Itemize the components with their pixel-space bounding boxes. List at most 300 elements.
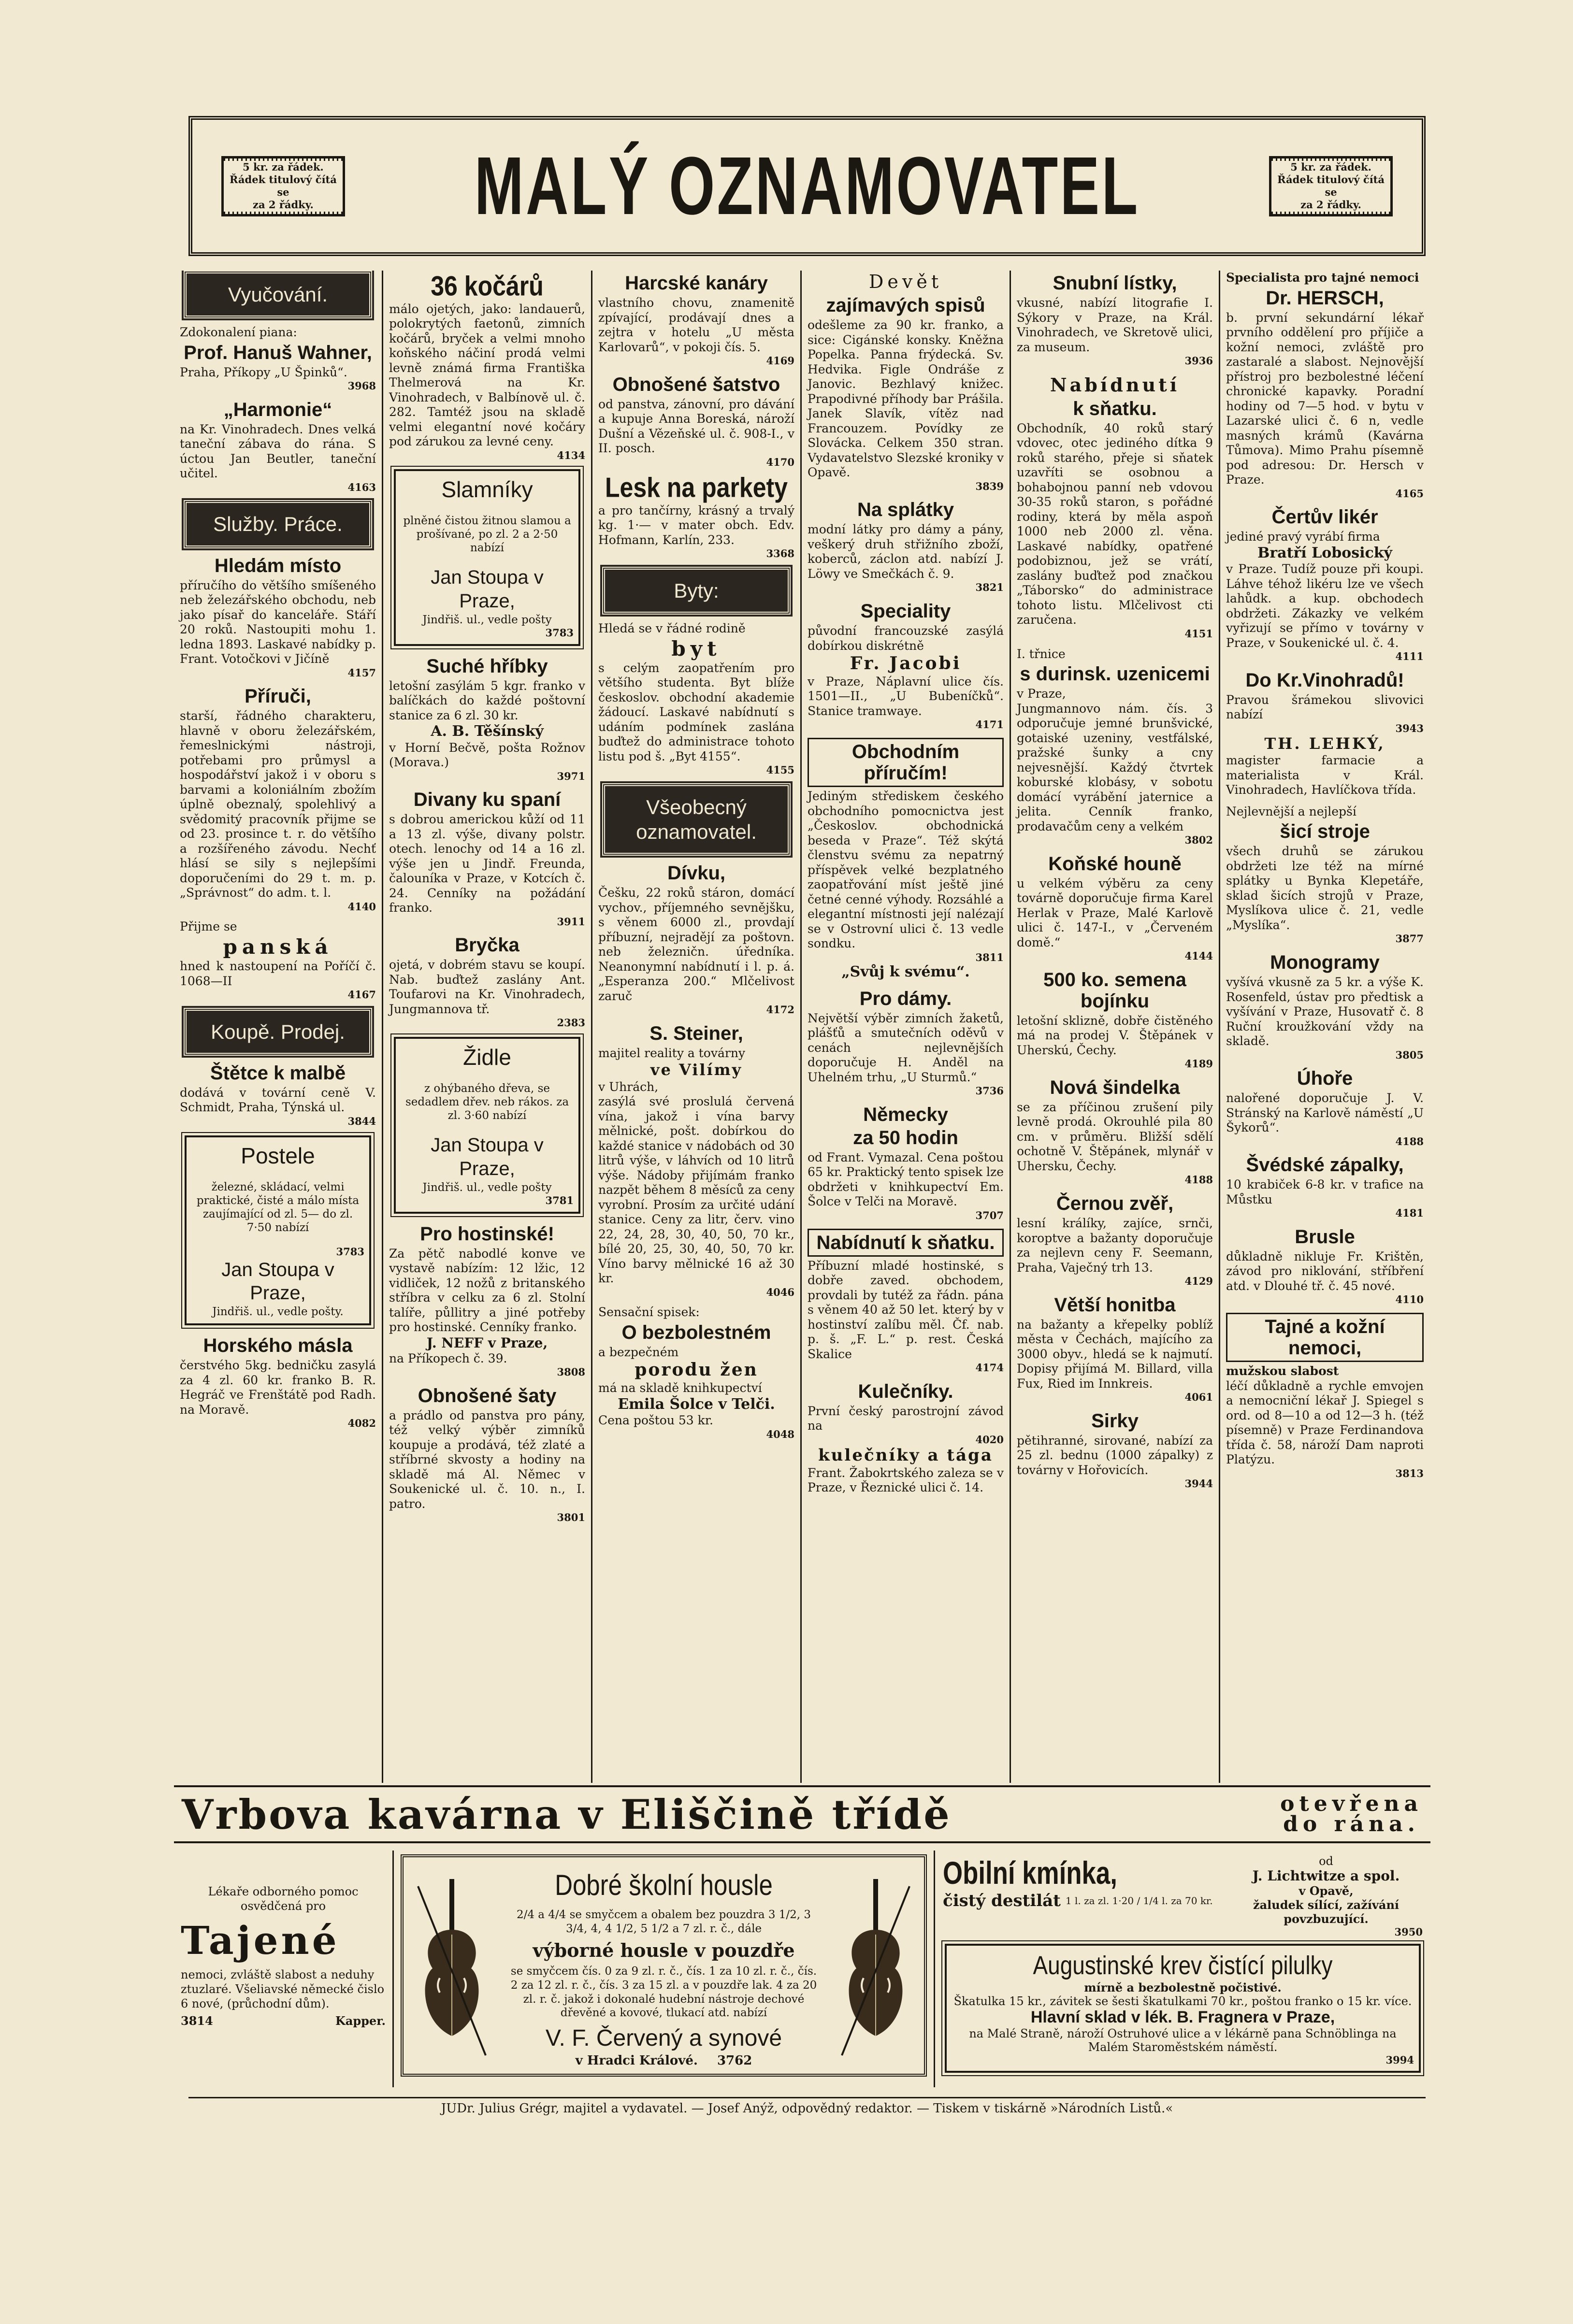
ad-number: 3968 <box>347 380 376 392</box>
ad <box>1017 273 1213 367</box>
ad-heading: Bryčka <box>455 934 520 956</box>
ad-footer <box>510 2053 818 2069</box>
ad-text: v Praze. Tudíž pouze při koupi. Láhve téhož likéru lze ve všech lahůdk. a kup. obchodech obdržeti. Zákazky ve velkém vyřizují se přímo v továrny v Praze, v Soukenické ul. č. 4. <box>1226 562 1424 650</box>
ad-heading: Obnošené šaty <box>418 1385 557 1406</box>
ad <box>598 621 794 776</box>
ad-number: 4171 <box>975 718 1004 731</box>
ad-address: Jindřiš. ul., vedle pošty. <box>212 1305 344 1319</box>
ad-text: na Malé Straně, nároží Ostruhové ulice a v lékárně pana Schnöblinga na Malém Staroměstském náměstí. <box>969 2027 1397 2054</box>
ad-number: 3950 <box>1394 1926 1423 1938</box>
ad-number: 3943 <box>1395 722 1424 734</box>
ad-text: Frant. Žabokrtského zaleza se v Praze, v Řeznické ulici č. 14. <box>808 1465 1004 1495</box>
ad-text: a prádlo od panstva pro pány, též velký výběr zimníků koupuje a prodává, též zlaté a stříbrné skvosty a hodiny na skladě má Al. Němec v Soukenické ul. č. 10. n., I. patro. <box>389 1408 585 1511</box>
ad-text: Jediným střediskem českého obchodního pomocnictva jest „Českoslov. obchodnická beseda v Praze“. Též skýtá členstvu svému za nepatrný příspěvek velké bezplatného zaopatřování míst ještě jiné četné cenné výhody. Rozsáhlé a elegantní místnosti její nalézají se v Ostrovní ulici č. 13 vedle sondku. <box>808 789 1004 951</box>
ad-heading: Suché hříbky <box>426 655 548 677</box>
ad-number: 3944 <box>1184 1478 1213 1490</box>
ad <box>1226 804 1424 945</box>
ad-text: příručího do většího smíšeného neb železářského obchodu, neb jako písař do kanceláře. Stáří 20 roků. Nastoupiti mohu 1. ledna 1893. Laskavé nabídky p. Frant. Votočkovi v Jičíně <box>180 578 376 666</box>
ad-intro: Specialista pro tajné nemoci <box>1226 271 1419 285</box>
ad <box>808 601 1004 731</box>
ad-heading: šicí stroje <box>1280 821 1370 843</box>
rate-line: Řádek titulový čítá se <box>224 173 343 199</box>
ad-heading: Německy <box>863 1104 948 1125</box>
ad <box>180 325 376 392</box>
violin-frame <box>401 1854 927 2077</box>
ad <box>1226 670 1424 798</box>
ad-heading: Na splátky <box>857 499 954 521</box>
ad-heading: Obnošené šatstvo <box>612 373 780 395</box>
ad-heading: Tajené <box>181 1918 340 1963</box>
ad <box>598 374 794 469</box>
ad-firm: Emila Šolce v Telči. <box>618 1395 775 1413</box>
ad-heading: Příruči, <box>245 686 311 707</box>
ad-heading: Čertův likér <box>1271 506 1378 528</box>
ad <box>180 555 376 679</box>
ad-text: Češku, 22 roků stáron, domácí vychov., příjemného sevnějšku, s věnem 6000 zl., provdají příbuzní, nejradějí za poštovn. neb železničn. úředníka. Neanonymní nabídnutí i l. p. á. „Esperanza 200.“ Mlčelivost zaruč <box>598 886 794 1003</box>
ad-text: důkladně nikluje Fr. Krištěn, závod pro niklování, stříbření atd. v Dlouhé tř. č. 45 nové. <box>1226 1249 1424 1293</box>
rate-box-left <box>221 156 345 216</box>
ad-heading: Sirky <box>1091 1410 1139 1432</box>
ad-text: Příbuzní mladé hostinské, s dobře zaved. obchodem, provdali by tutéž za řádn. pána s věnem 40 až 50 let. který by v hostinství zalíbu měl. Čf. nab. p. š. „F. L.“ p. rest. Česká Skalice <box>808 1258 1004 1361</box>
ad <box>180 1335 376 1430</box>
ad-text: b. první sekundární lékař prvního oddělení pro příjiče a kožní nemoci, zvláště pro zastaralé a slabost. Nejnovější přístroj pro bezbolestné léčení chronické kapavky. Poradní hodiny od 7—5 hod. v bytu v Lazarské ulici č. 6 n, vedle masných krámů (Kavárna Tůmova). Mimo Prahu písemně pod adresou: Dr. Hersch v Praze. <box>1226 310 1424 487</box>
ad-number: 4165 <box>1395 487 1424 500</box>
ad-number: 3805 <box>1395 1048 1424 1061</box>
ad-heading: porodu žen <box>635 1360 758 1380</box>
section-header: Byty: <box>602 567 791 615</box>
ad-number: 4111 <box>1395 650 1424 663</box>
ad-number: 4048 <box>766 1428 794 1440</box>
ad-number: 3821 <box>975 581 1004 594</box>
ad-firm: J. Lichtwitze a spol. <box>1252 1868 1400 1884</box>
ad-text: mírně a bezbolestně počistivé. <box>1084 1980 1282 1994</box>
ad-text: mužskou slabost <box>1226 1364 1339 1378</box>
ad-heading: za 50 hodin <box>853 1127 958 1148</box>
ad-number: 3839 <box>975 480 1004 492</box>
section-header: Všeobecný oznamovatel. <box>602 783 791 856</box>
ad-text: magister farmacie a materialista v Král. Vinohradech, Havlíčkova třída. <box>1226 753 1424 797</box>
ad <box>1017 1410 1213 1490</box>
ad-number: 3736 <box>975 1085 1004 1097</box>
violin-icon <box>413 1877 491 2060</box>
ad-number: 4172 <box>766 1004 794 1016</box>
ad-text: léčí důkladně a rychle emvojen a nemocniční lékař J. Spiegel s ord. od 8—10 a od 12—3 h. (též písemně) v Praze Ferdinandova třída č. 58, nároží Dam naproti Platýzu. <box>1226 1378 1424 1466</box>
ad-text: Jungmannovo nám. čís. 3 odporučuje jemné brunšvické, gotaiské uzeniny, vestfálské, pražské šunky a cny nejvesnější. Každý čtvrtek koburské klobásy, v sobotu domácí vyrábění jaternice a jelita. Cenník franko, prodavačům ceny a velkém <box>1017 701 1213 833</box>
ad-firm: TH. LEHKÝ, <box>1264 734 1385 753</box>
ad-number: 4082 <box>347 1417 376 1430</box>
ad-text: letošní zasýlám 5 kgr. franko v balíčkách do každé poštovní stanice za 6 zl. 30 kr. <box>389 678 585 722</box>
ad-text: od Frant. Vymazal. Cena poštou 65 kr. Praktický tento spisek lze obdržeti v knihkupectví Em. Šolce v Telči na Moravě. <box>808 1150 1004 1209</box>
framed-ad <box>394 469 580 646</box>
ad-place: v Hradci Králové. <box>575 2053 698 2068</box>
ad-heading: panská <box>223 934 333 959</box>
ad <box>389 1223 585 1378</box>
ad-sub <box>943 1891 1223 1910</box>
ad-number: 3783 <box>336 1245 364 1258</box>
imprint-footer: JUDr. Julius Grégr, majitel a vydavatel. — Josef Anýž, odpovědný redaktor. — Tiskem v tiskárně »Národních Listů.« <box>188 2097 1426 2125</box>
ad <box>598 273 794 367</box>
page-title: MALÝ OZNAMOVATEL <box>474 140 1140 232</box>
ad-heading: Obchodním příručím! <box>808 738 1004 787</box>
banner-text: Vrbova kavárna v Eliščině třídě <box>182 1790 952 1838</box>
section-header: Vyučování. <box>184 271 372 318</box>
ad-text: z ohýbaného dřeva, se sedadlem dřev. neb rákos. za zl. 3·60 nabízí <box>405 1082 569 1122</box>
ad <box>389 656 585 783</box>
ad-heading: Harcské kanáry <box>625 273 768 294</box>
ad-heading: Větší honitba <box>1054 1294 1176 1316</box>
ad-firm: A. B. Těšínský <box>431 723 544 740</box>
ad-firm: Jan Stoupa v Praze, <box>431 567 544 612</box>
newspaper-page <box>159 116 1440 2131</box>
ad-address: v Horní Bečvě, pošta Rožnov (Morava.) <box>389 740 585 770</box>
ad <box>808 1229 1004 1374</box>
ad-text: čerstvého 5kg. bedničku zasylá za 4 zl. 60 kr. franko B. R. Hegráč ve Frenštátě pod Radh. na Moravě. <box>180 1358 376 1417</box>
ad-heading: Tajné a kožní nemoci, <box>1226 1313 1424 1362</box>
framed-ad <box>185 1135 371 1326</box>
ad-heading: k sňatku. <box>1073 398 1157 419</box>
ad-text: odešleme za 90 kr. franko, a sice: Cigánské konsky. Kněžna Popelka. Panna frýdecká. Sv. Hedvika. Figle Ondráše z Janovic. Bezhlavý knižec. Prapodivné příhody bar Prášila. Janek Slavík, vítěz nad Francouzem. Povídky ze Slovácka. Celkem 350 stran. Vydavatelstvo Slezské kroniky v Opavě. <box>808 318 1004 480</box>
ad-text: letošní sklizně, dobře čistěného má na prodej V. Štěpánek v Uherskú, Čechy. <box>1017 1013 1213 1057</box>
ad-number: 3994 <box>1385 2054 1414 2066</box>
ad-number: 4157 <box>347 666 376 679</box>
bottom-ads <box>174 1851 1430 2087</box>
ad-firm: Bratří Lobosický <box>1257 544 1392 561</box>
ad-text: modní látky pro dámy a pány, veškerý druh střižního zboží, koberců, záclon atd. nabízí J. Löwy ve Smečkách č. 9. <box>808 522 1004 581</box>
ad-heading: Postele <box>241 1143 315 1168</box>
ad-price: 1 l. za zl. 1·20 / 1/4 l. za 70 kr. <box>1065 1895 1213 1907</box>
ad-text: v Praze, Náplavní ulice čís. 1501—II., „U Bubeníčků“. Stanice tramwaye. <box>808 674 1004 718</box>
ad-heading: S. Steiner, <box>649 1022 743 1044</box>
ad-number: 3707 <box>975 1209 1004 1221</box>
ad-number: 4163 <box>347 481 376 493</box>
ad-place: ve Vilímy <box>650 1061 743 1079</box>
ad-heading: Nabídnutí k sňatku. <box>808 1229 1004 1257</box>
ad-right-part <box>1229 1854 1423 1938</box>
ad-left-part <box>943 1854 1223 1910</box>
ad-number: 4061 <box>1184 1391 1213 1404</box>
ad-text: žaludek sílící, zažívání povzbuzující. <box>1253 1898 1400 1926</box>
ad-text: plněné čistou žitnou slamou a prošívané, po zl. 2 a 2·50 nabízí <box>403 515 571 555</box>
ad-number: 4188 <box>1184 1174 1213 1186</box>
ad-intro: Sensační spisek: <box>598 1305 700 1320</box>
ad-place: v Opavě, <box>1299 1884 1354 1898</box>
ad-heading: Pro dámy. <box>859 988 952 1009</box>
ad <box>1017 647 1213 846</box>
ad-text: Praha, Příkopy „U Špinků“. <box>180 365 347 379</box>
ad <box>389 789 585 928</box>
ad-heading: Lesk na parkety <box>605 472 788 503</box>
ad-heading: Židle <box>463 1045 511 1070</box>
ad-number: 3781 <box>545 1194 574 1206</box>
ad-number: 4144 <box>1184 950 1213 962</box>
ad-text: na bažanty a křepelky poblíž města v Čechách, majícího za 3000 obyv., hledá se k najmutí. Dopisy přijímá M. Billard, villa Fux, Ried im Innkreis. <box>1017 1317 1213 1391</box>
ad <box>1226 952 1424 1061</box>
ad-number: 3936 <box>1184 355 1213 367</box>
ad-text: čistý destilát <box>943 1891 1061 1910</box>
framed-ad <box>945 1944 1421 2073</box>
ad-number: 3813 <box>1395 1467 1424 1479</box>
ad <box>1017 969 1213 1070</box>
ad-firm: V. F. Červený a synové <box>545 2025 782 2051</box>
ad-heading: Horského másla <box>203 1335 353 1357</box>
ad-number: 4020 <box>975 1433 1004 1446</box>
ad-intro: Přijme se <box>180 919 237 934</box>
ad-text: od <box>1319 1854 1333 1868</box>
banner-side-line: otevřena <box>1280 1792 1423 1817</box>
ad-text: Pravou šrámekou slivovici nabízí <box>1226 692 1424 722</box>
ad-heading: 500 ko. semena bojínku <box>1043 969 1186 1012</box>
ad-number: 3783 <box>545 627 574 639</box>
ad-number: 4167 <box>347 989 376 1001</box>
ad-text: na Kr. Vinohradech. Dnes velká taneční zábava do rána. S úctou Jan Beutler, taneční učitel. <box>180 422 376 481</box>
ad-number: 3971 <box>557 770 585 782</box>
ad <box>389 273 585 461</box>
ad <box>180 1062 376 1128</box>
ad-firm: Kapper. <box>335 2014 386 2028</box>
ad <box>180 919 376 1001</box>
ad-heading: Brusle <box>1295 1226 1355 1248</box>
ad <box>598 862 794 1016</box>
ad-intro: Hledá se v řádné rodině <box>598 621 746 636</box>
ad-columns <box>174 271 1430 1783</box>
ad-heading: Divany ku spaní <box>413 789 561 811</box>
ad-firm: Fr. Jacobi <box>850 653 962 674</box>
ad-number: 3877 <box>1395 932 1424 945</box>
ad-text: a bezpečném <box>598 1345 679 1359</box>
ad-text: nemoci, zvláště slabost a neduhy ztuzlaré. Všeliavské německé čislo 6 nové, (průchodní dům). <box>181 1968 385 2010</box>
section-header: Služby. Práce. <box>184 500 372 548</box>
ad-text: lesní králíky, zajíce, srnči, koroptve a bažanty doporučuje za nejlevn ceny F. Seemann, Praha, Vaječný trh 13. <box>1017 1216 1213 1275</box>
ad-text: majitel reality a továrny <box>598 1046 746 1060</box>
ad <box>808 499 1004 594</box>
ad <box>1017 374 1213 640</box>
ad-intro: Lékaře odborného pomoc osvědčená pro <box>208 1885 359 1913</box>
ad-text: Škatulka 15 kr., závitek se šesti škatulkami 70 kr., poštou franko o 15 kr. více. <box>953 1994 1412 2008</box>
ad-number: 3808 <box>557 1366 585 1378</box>
ad <box>1226 1226 1424 1306</box>
ad-number: 4110 <box>1395 1293 1424 1306</box>
ad-text: zasýlá své proslulá červená vína, jakož i vína barvy mělnické, pošt. dobírkou do každé stanice v nádobách od 30 litrů výše, v láhvích od 10 litrů výše. Nádoby přijímám franko nazpět během 8 měsíců za ceny vyrobní. Prosím za určité udání stanice. Ceny za litr, červ. vino 22, 24, 28, 30, 40, 50, 70 kr., bílé 20, 25, 30, 40, 50, 70 kr. Víno barvy mělnické 16 až 30 kr. <box>598 1094 794 1286</box>
ad-heading: Slamníky <box>441 477 533 502</box>
column-4 <box>802 271 1011 1783</box>
ad-heading: Dr. HERSCH, <box>1266 287 1384 309</box>
ad-heading: Monogramy <box>1270 952 1380 974</box>
ad-text: od panstva, zánovní, pro dávání a kupuje Anna Boreská, nároží Dušní a Vězeňské ul. č. 908-I., v II. posch. <box>598 397 794 456</box>
ad-number: 4140 <box>347 900 376 913</box>
ad-heading: „Harmonie“ <box>223 399 332 420</box>
ad-number: 4169 <box>766 355 794 367</box>
ad-heading: O bezbolestném <box>621 1321 771 1343</box>
rate-line: Řádek titulový čítá se <box>1271 173 1390 199</box>
ad-text: Obchodník, 40 roků starý vdovec, otec jediného dítka 9 roků starého, přeje si sňatek uzavříti se osobnou a bohabojnou panní neb vdovou 30-35 roků staron, s pořádné rodiny, která by měla aspoň 1000 neb 2000 zl. věna. Laskavé nabídky, opatřené podobiznou, jež se vrátí, zaslány buďtež pod značkou „Táborsko“ do administrace tohoto listu. Mlčelivost cti zaručena. <box>1017 421 1213 627</box>
ad-number: 4155 <box>766 764 794 776</box>
ad <box>1017 1193 1213 1288</box>
ad <box>598 1305 794 1440</box>
ad-heading: Obilní kmínka, <box>943 1855 1117 1891</box>
ad-text: dodává v tovární ceně V. Schmidt, Praha, Týnská ul. <box>180 1085 376 1115</box>
ad-number: 2383 <box>557 1017 585 1029</box>
ad <box>180 686 376 913</box>
ad-heading: Nabídnutí <box>1050 373 1180 396</box>
ad-number: 4151 <box>1184 627 1213 640</box>
ad-number: 4170 <box>766 456 794 468</box>
bottom-left-ad <box>174 1851 394 2087</box>
ad-number: 4174 <box>975 1362 1004 1374</box>
ad <box>808 271 1004 492</box>
ad-text: s dobrou americkou kůží od 11 a 13 zl. výše, divany polstr. otech. lenochy od 14 a 16 zl. výše jen u Jindř. Freunda, čalouníka v Praze, v Kotcích č. 24. Cenníky na požádání franko. <box>389 812 585 915</box>
ad <box>943 1854 1423 1938</box>
ad <box>808 738 1004 981</box>
ad-heading: Prof. Hanuš Wahner, <box>184 342 372 363</box>
section-header: Koupě. Prodej. <box>184 1008 372 1056</box>
ad-heading: Nová šindelka <box>1050 1076 1180 1098</box>
ad-text: vyšívá vkusně za 5 kr. a výše K. Rosenfeld, ústav pro předtisk a vyšívání v Praze, Husovatř č. 8 Ruční kroužkování vždy na skladě. <box>1226 975 1424 1048</box>
column-2 <box>383 271 592 1783</box>
bottom-right-ads <box>935 1851 1430 2087</box>
violin-icon <box>837 1877 914 2060</box>
ad <box>1226 1154 1424 1219</box>
ad-heading: Štětce k malbě <box>210 1062 346 1084</box>
framed-ad <box>394 1037 580 1214</box>
ad-text: První český parostrojní závod na <box>808 1404 1004 1433</box>
ad-price: Cena poštou 53 kr. <box>598 1413 713 1428</box>
ad-number: 4129 <box>1184 1275 1213 1288</box>
ad-number: 4181 <box>1395 1207 1424 1219</box>
ad-text: se za příčinou zrušení pily levně prodá. Okrouhlé pila 80 cm. v průměru. Bližší sdělí ochotně V. Štěpánek, mlynář v Uhersku, Čechy. <box>1017 1100 1213 1173</box>
ad-number: 3811 <box>975 951 1004 963</box>
ad <box>1017 1077 1213 1186</box>
ad-text: 10 krabiček 6-8 kr. v trafice na Můstku <box>1226 1177 1424 1206</box>
ad <box>1226 271 1424 500</box>
ad-heading: Švédské zápalky, <box>1246 1154 1404 1176</box>
ad-footer <box>181 2014 386 2028</box>
ad <box>389 934 585 1029</box>
ad-text: původní francouzské zasýlá dobírkou diskrétně <box>808 624 1004 653</box>
ad-text: jediné pravý vyrábí firma <box>1226 530 1380 544</box>
ad <box>808 1104 1004 1222</box>
ad-intro: Zdokonalení piana: <box>180 325 297 340</box>
ad-place: v Praze, <box>1017 687 1066 701</box>
cafe-banner <box>174 1785 1430 1843</box>
ad <box>1017 1294 1213 1404</box>
masthead <box>188 116 1426 256</box>
ad-text: ojetá, v dobrém stavu se koupí. Nab. buďtež zaslány Ant. Toufarovi na Kr. Vinohradech, Jungmannova tř. <box>389 958 585 1016</box>
ad-heading: Koňské houně <box>1048 853 1182 875</box>
ad <box>180 399 376 494</box>
rate-line: za 2 řádky. <box>224 199 343 211</box>
ad-slogan: „Svůj k svému“. <box>841 963 970 981</box>
rate-box-right <box>1269 156 1393 216</box>
ad-text: 2/4 a 4/4 se smyčcem a obalem bez pouzdra 3 1/2, 3 3/4, 4, 4 1/2, 5 1/2 a 7 zl. r. č., dále <box>516 1908 811 1935</box>
ad <box>389 1385 585 1524</box>
rate-line: 5 kr. za řádek. <box>1271 161 1390 173</box>
ad-text: vkusné, nabízí litografie I. Sýkory v Praze, na Král. Vinohradech, ve Skretově ulici, za museum. <box>1017 296 1213 354</box>
banner-side-line: do rána. <box>1283 1812 1420 1836</box>
ad-text: málo ojetých, jako: landauerů, polokrytých faetonů, zimních kočárů, bryček a velmi mnoho koňského náčiní prodá velmi levně známá firma Františka Thelmerová na Kr. Vinohradech, v Balbínově ul. č. 282. Tamtéž jsou na skladě velmi elegantní nové kočáry pod zárukou za levné ceny. <box>389 301 585 448</box>
ad-text: hned k nastoupení na Poříčí č. 1068—II <box>180 959 376 988</box>
ad-intro: Devět <box>868 271 943 292</box>
ad-heading: Pro hostinské! <box>420 1223 554 1245</box>
ad-heading: zajímavých spisů <box>826 295 985 316</box>
ad-firm: Hlavní sklad v lék. B. Fragnera v Praze, <box>1030 2008 1335 2026</box>
ad <box>598 472 794 560</box>
ad-heading: Do Kr.Vinohradů! <box>1245 669 1404 691</box>
ad-heading: Černou zvěř, <box>1056 1193 1174 1215</box>
ad-text: Za pětč nabodlé konve ve vystavě nabízím: 12 lžic, 12 vidliček, 12 nožů z britanského stříbra v celku za 6 zl. Stolní talíře, půllitry a jiné potřeby pro hostinské. Cenníky franko. <box>389 1246 585 1334</box>
column-6 <box>1220 271 1429 1783</box>
ad <box>1226 1068 1424 1148</box>
ad-number: 3911 <box>557 915 585 928</box>
ad-text: má na skladě knihkupectví <box>598 1381 762 1395</box>
ad-number: 4046 <box>766 1286 794 1298</box>
ad-text: vlastního chovu, znamenitě zpívající, prodávají dnes a zejtra v hotelu „U města Karlovarů“, v pokoji čís. 5. <box>598 296 794 354</box>
ad-intro: I. třnice <box>1017 646 1066 661</box>
ad-number: 4188 <box>1395 1135 1424 1148</box>
ad-heading: Augustinské krev čistící pilulky <box>1033 1951 1333 1980</box>
ad-heading: Snubní lístky, <box>1053 273 1177 294</box>
ad-heading: byt <box>671 636 722 660</box>
ad-text: u velkém výběru za ceny továrně doporučuje firma Karel Herlak v Praze, Malé Karlově ulici č. 147-I., v „Červeném domě.“ <box>1017 876 1213 949</box>
rate-line: za 2 řádky. <box>1271 199 1390 211</box>
ad-number: 4189 <box>1184 1058 1213 1070</box>
column-5 <box>1011 271 1220 1783</box>
ad-number: 3844 <box>347 1115 376 1127</box>
ad <box>1226 506 1424 663</box>
ad-number: 4134 <box>557 449 585 461</box>
ad-heading: kulečníky a tága <box>818 1446 993 1465</box>
ad-heading: Speciality <box>860 601 951 622</box>
ad-heading: výborné housle v pouzdře <box>533 1939 795 1961</box>
ad-heading: Dobré školní housle <box>555 1869 773 1901</box>
ad-text: Největší výběr zimních žaketů, plášťů a smutečních oděvů v cenách nejlevnějších doporučuje H. Anděl na Uhelném trhu, „U Sturmů.“ <box>808 1011 1004 1084</box>
ad-number: 3802 <box>1184 834 1213 846</box>
ad-number: 3801 <box>557 1511 585 1524</box>
ad-text: se smyčcem čís. 0 za 9 zl. r. č., čís. 1 za 10 zl. r. č., čís. 2 za 12 zl. r. č., čís. 3 za 15 zl. a v pouzdře lak. 4 za 20 zl. r. č. jakož i dokonalé hudební nástroje dechové dřevěné a kovové, tlukací atd. nabízí <box>510 1965 817 2020</box>
ad <box>808 988 1004 1097</box>
banner-side <box>1280 1794 1423 1835</box>
ad-firm: Jan Stoupa v Praze, <box>221 1259 334 1304</box>
column-3 <box>592 271 802 1783</box>
ad-address: Jindřiš. ul., vedle pošty <box>422 1181 552 1194</box>
ad <box>1017 853 1213 962</box>
ad <box>808 1381 1004 1495</box>
ad-text: železné, skládací, velmi praktické, čisté a málo místa zaujímající od zl. 5— do zl. 7·50 nabízí <box>196 1180 360 1234</box>
violin-ad <box>394 1851 935 2087</box>
ad-heading: s durinsk. uzenicemi <box>1020 663 1210 685</box>
ad-text: pětihranné, sirované, nabízí za 25 zl. bednu (1000 zápalky) z továrny v Hořovicích. <box>1017 1433 1213 1477</box>
ad-text: s celým zaopatřením pro většího studenta. Byt blíže českoslov. obchodní akademie žádoucí. Laskavé nabídnutí s udáním podmínek zaslána buďtež do administrace tohoto listu pod š. „Byt 4155“. <box>598 660 794 763</box>
ad-address: Jindřiš. ul., vedle pošty <box>422 613 552 626</box>
ad-heading: Hledám místo <box>214 555 342 576</box>
ad-text: v Uhrách, <box>598 1079 659 1094</box>
ad-text: nalořené doporučuje J. V. Stránský na Karlově náměstí „U Šykorů“. <box>1226 1091 1424 1135</box>
ad-firm: Jan Stoupa v Praze, <box>431 1134 544 1180</box>
ad-text: starší, řádného charakteru, hlavně v oboru železářském, řemeslnickými nástroji, potřebami pro průmysl a hospodářství jakož i v oboru s barvami a koloniálním zbožím úplně obeznalý, spolehlivý a svědomitý pracovník přijme se od 23. prosince t. r. do většího a rozšířeného závodu. Nechť hlásí se sily s nejlepšími doporučeními do 29 t. m. p. „Správnost“ do adm. t. l. <box>180 709 376 900</box>
ad-firm: J. NEFF v Praze, <box>426 1334 548 1351</box>
ad-heading: Dívku, <box>667 862 726 884</box>
violin-ad-body <box>510 1867 818 2069</box>
ad-heading: 36 kočárů <box>431 271 544 302</box>
ad-text: všech druhů se zárukou obdržeti lze též na mírné splátky u Bynka Klepetáře, sklad šicích strojů v Praze, Myslíkova ulice č. 21, vedle „Myslíka“. <box>1226 844 1424 932</box>
ad <box>1226 1313 1424 1479</box>
ad-heading: Kulečníky. <box>858 1380 953 1402</box>
rate-line: 5 kr. za řádek. <box>224 161 343 173</box>
ad-address: na Příkopech č. 39. <box>389 1351 507 1365</box>
ad-heading: Úhoře <box>1297 1068 1353 1090</box>
ad-number: 3762 <box>717 2053 752 2068</box>
ad-text: a pro tančírny, krásný a trvalý kg. 1·— v mater obch. Edv. Hofmann, Karlín, 233. <box>598 503 794 547</box>
ad-number: 3814 <box>181 2014 213 2028</box>
